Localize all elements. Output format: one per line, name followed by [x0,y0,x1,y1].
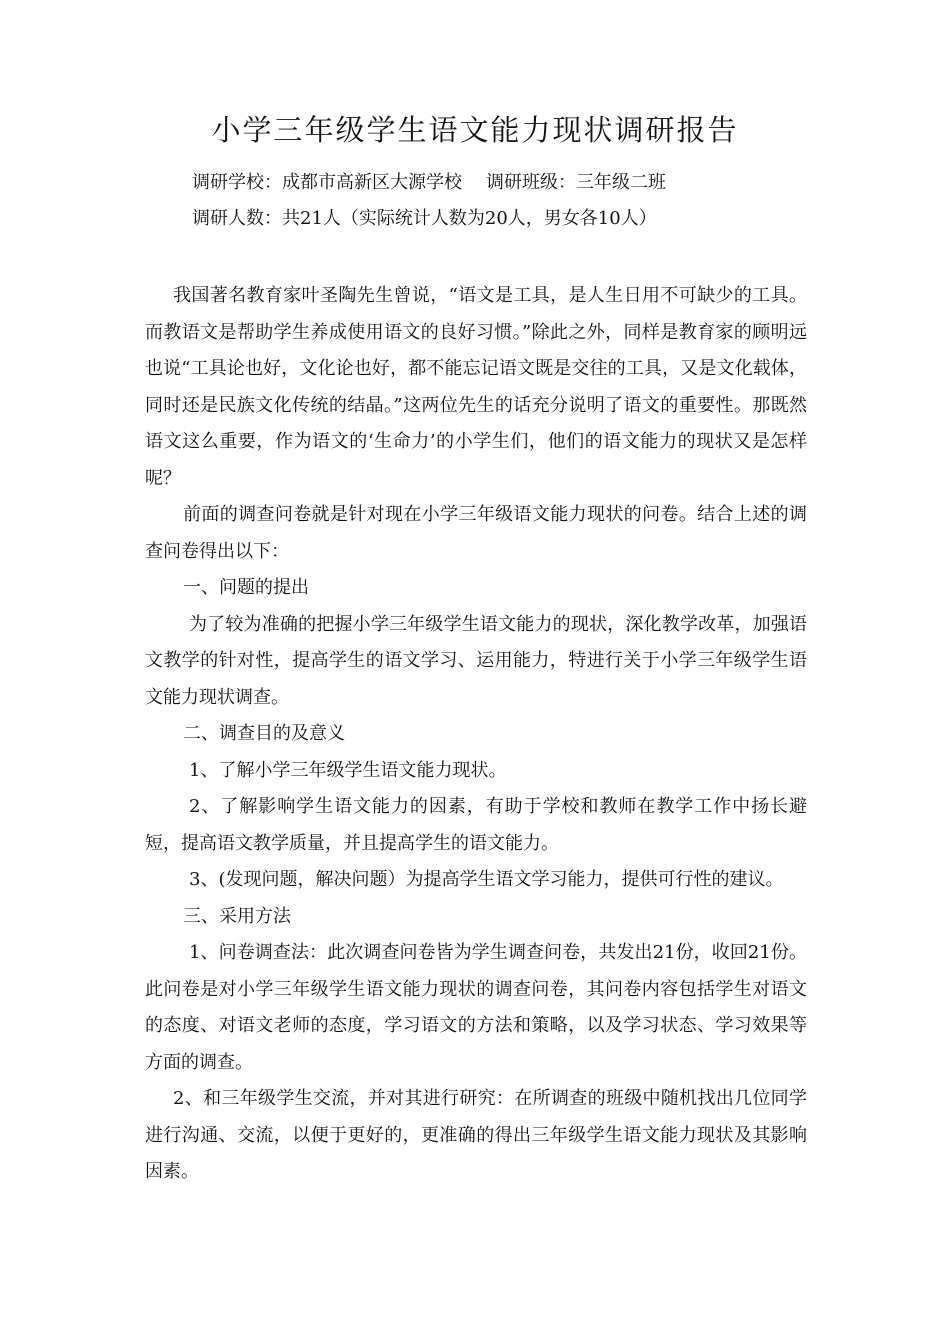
section-heading-3: 三、采用方法 [183,905,291,927]
section-heading-1: 一、问题的提出 [183,577,309,598]
list-item-method-1: 1、问卷调查法：此次调查问卷皆为学生调查问卷，共发出21份，收回21份。此问卷是对小学三年级学生语文能力现状的调查问卷，其问卷内容包括学生对语文的态度、对语文老师的态度，学习语文的方法和策略，以及学习状态、学习效果等方面的调查。 [145,942,807,1073]
survey-school: 调研学校：成都市高新区大源学校 [192,172,462,193]
list-item-method-2: 2、和三年级学生交流，并对其进行研究：在所调查的班级中随机找出几位同学进行沟通、交流，以便于更好的，更准确的得出三年级学生语文能力现状及其影响因素。 [145,1088,807,1182]
paragraph-intro: 我国著名教育家叶圣陶先生曾说，“语文是工具，是人生日用不可缺少的工具。而教语文是帮助学生养成使用语文的良好习惯。”除此之外，同样是教育家的顾明远也说“工具论也好，文化论也好，都不能忘记语文既是交往的工具，又是文化载体，同时还是民族文化传统的结晶。”这两位先生的话充分说明了语文的重要性。那既然语文这么重要，作为语文的‘生命力’的小学生们，他们的语文能力的现状又是怎样呢？ [145,285,807,489]
survey-meta-line-2 [192,204,657,234]
paragraph-questionnaire: 前面的调查问卷就是针对现在小学三年级语文能力现状的问卷。结合上述的调查问卷得出以下： [145,504,807,562]
list-item-purpose-3: 3、(发现问题，解决问题）为提高学生语文学习能力，提供可行性的建议。 [189,869,784,890]
list-item-purpose-1: 1、了解小学三年级学生语文能力现状。 [189,759,507,781]
document-title: 小学三年级学生语文能力现状调研报告 [211,113,739,147]
survey-meta-line-1 [192,168,666,198]
document-body [145,278,807,1191]
section-heading-2: 二、调查目的及意义 [183,723,345,744]
paragraph-problem: 为了较为准确的把握小学三年级学生语文能力的现状，深化教学改革，加强语文教学的针对性，提高学生的语文学习、运用能力，特进行关于小学三年级学生语文能力现状调查。 [145,613,807,708]
list-item-purpose-2: 2、了解影响学生语文能力的因素，有助于学校和教师在教学工作中扬长避短，提高语文教学质量，并且提高学生的语文能力。 [145,796,807,854]
survey-class: 调研班级：三年级二班 [486,172,666,193]
survey-count: 调研人数：共21人（实际统计人数为20人，男女各10人） [192,208,657,229]
